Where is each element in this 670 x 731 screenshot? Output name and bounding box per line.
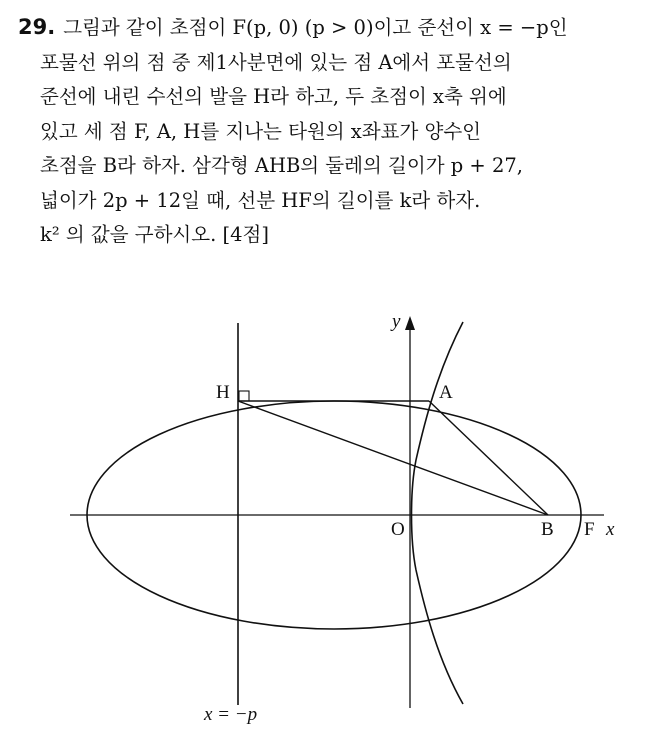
label-H: H <box>216 382 230 403</box>
label-F: F <box>584 519 595 540</box>
problem-line-4: 있고 세 점 F, A, H를 지나는 타원의 x좌표가 양수인 <box>40 119 481 143</box>
label-B: B <box>541 519 554 540</box>
right-angle-marker <box>239 391 249 401</box>
problem-line-2: 포물선 위의 점 중 제1사분면에 있는 점 A에서 포물선의 <box>40 50 512 74</box>
problem-number: 29. <box>18 15 56 39</box>
y-axis-arrow <box>405 316 415 330</box>
problem-line-7: k² 의 값을 구하시오. [4점] <box>40 223 269 246</box>
problem-line-5: 초점을 B라 하자. 삼각형 AHB의 둘레의 길이가 p + 27, <box>40 154 523 177</box>
problem-line-3: 준선에 내린 수선의 발을 H라 하고, 두 초점이 x축 위에 <box>40 85 507 108</box>
label-y-axis: y <box>392 311 401 332</box>
problem-line-1: 29. 그림과 같이 초점이 F(p, 0) (p > 0)이고 준선이 x = −p인 <box>18 15 568 39</box>
segment-AB <box>429 401 548 515</box>
label-O: O <box>391 519 405 540</box>
parabola <box>412 322 464 704</box>
segment-HB <box>238 401 548 515</box>
problem-line-6: 넓이가 2p + 12일 때, 선분 HF의 길이를 k라 하자. <box>40 188 481 212</box>
label-directrix: x = −p <box>204 704 258 725</box>
label-A: A <box>439 382 453 403</box>
label-x-axis: x <box>606 519 615 540</box>
